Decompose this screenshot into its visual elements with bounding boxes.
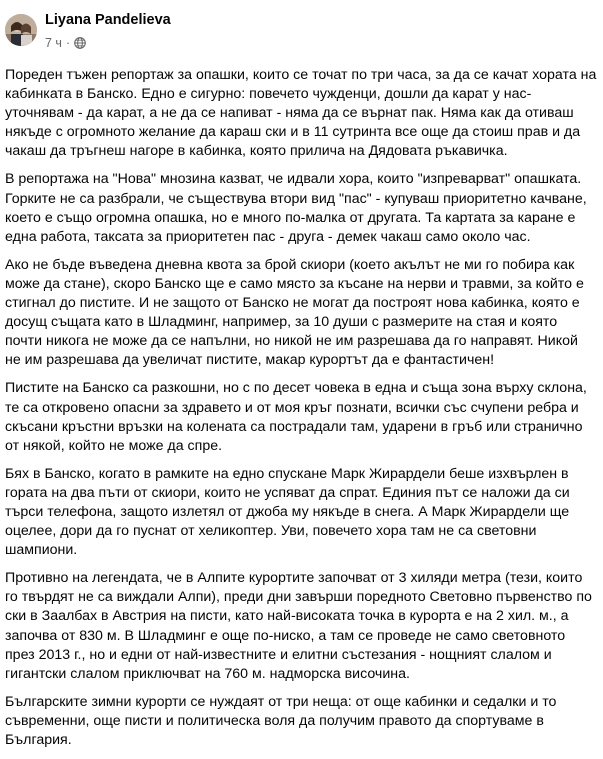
post-paragraph-4: Пистите на Банско са разкошни, но с по десет човека в една и съща зона върху склона, те са откровено опасни за здравето и от моя кръг познати, всички със счупени ребра и скъсани кръстни връзки на колената са пострадали там, ударени в гръб или странично от някой, който не може да спре. [5, 380, 587, 454]
post-paragraph-3: Ако не бъде въведена дневна квота за брой скиори (което акълът не ми го побира как може да стане), скоро Банско ще е само място за късане на нерви и травми, за който е стигнал до пистите. И не защото от Банско не могат да построят нова кабинка, която е досущ същата като в Шладминг, например, за 10 души с размерите на стая и която почти никога не може да се напълни, но никой не им разрешава да го направят. Никой не им разрешава да увеличат пистите, макар курортът да е фантастичен! [5, 256, 584, 369]
post-paragraph-1: Пореден тъжен репортаж за опашки, които се точат по три часа, за да се качат хората на кабинката в Банско. Едно е сигурно: повечето чужденци, дошли да карат у нас- уточнявам - да карат, а не да се напиват - няма да се върнат пак. Няма как да отиваш някъде с огромното желание да караш ски и в 11 сутринта все още да стоиш прав и да чакаш да тръгнеш нагоре в кабинка, която прилича на Дядовата ръкавичка. [5, 67, 597, 160]
author-name[interactable]: Liyana Pandelieva [45, 12, 171, 28]
avatar-photo [5, 14, 37, 46]
post-text [5, 66, 597, 759]
post-header [0, 0, 603, 60]
avatar[interactable] [5, 14, 37, 46]
globe-icon[interactable] [74, 37, 86, 49]
post-paragraph-7: Българските зимни курорти се нуждаят от три неща: от още кабинки и седалки и то съвременни, още писти и политическа воля да получим правото да спортуваме в България. [5, 693, 557, 748]
meta-separator: · [65, 36, 71, 50]
post-paragraph-2: В репортажа на "Нова" мнозина казват, че идвали хора, които "изпреварват" опашката. Горките не са разбрали, че съществува втори вид "пас" - купуваш приоритетно качване, което е също огромна опашка, но е много по-малка от другата. Та картата за каране е една работа, таксата за приоритетен пас - друга - демек чакаш само около час. [5, 171, 587, 245]
post-paragraph-5: Бях в Банско, когато в рамките на едно спускане Марк Жирардели беше изхвърлен в гората на два пъти от скиори, които не успяват да спрат. Единия път се наложи да си търси телефона, защото излетял от джоба му някъде в снега. А Марк Жирардели ще оцелее, дори да го пуснат от хеликоптер. Уви, повечето хора там не са световни шампиони. [5, 465, 570, 559]
post-timestamp[interactable]: 7 ч [45, 36, 62, 50]
post-meta [45, 36, 86, 50]
post-paragraph-6: Противно на легендата, че в Алпите курортите започват от 3 хиляди метра (тези, които го твърдят не са виждали Алпи), преди дни завърши поредното Световно първенство по ски в Заалбах в Австрия на писти, като най-високата точка в курорта е на 2 хил. м., а започва от 830 м. В Шладминг е още по-ниско, а там се проведе не само световното през 2013 г., но и едни от най-известните и елитни състезания - нощният слалом и гигантски слалом приключват на 760 м. надморска височина. [5, 570, 592, 682]
